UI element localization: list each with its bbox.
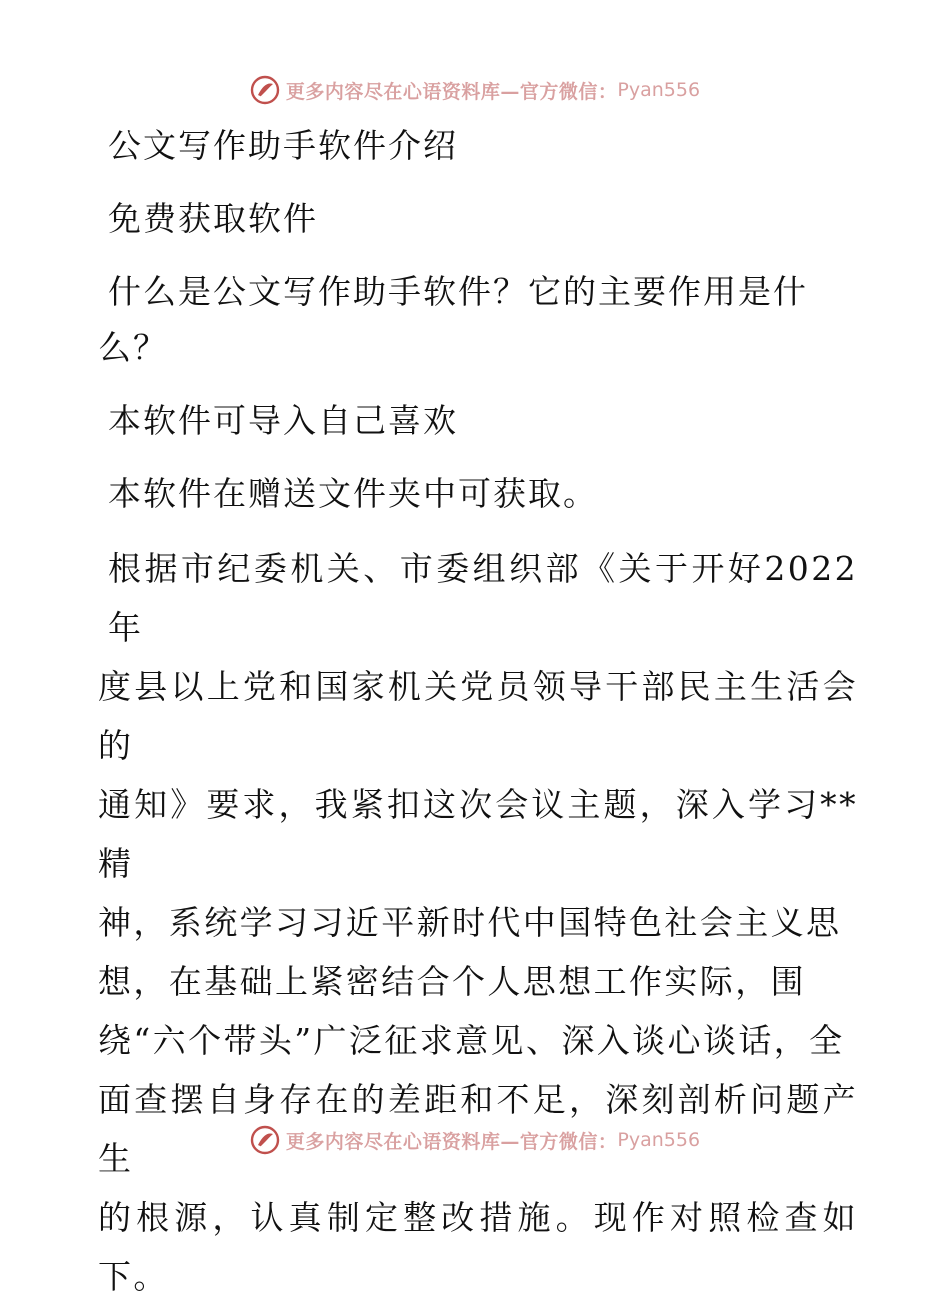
body-paragraph: [98, 539, 858, 1306]
body-line: 想，在基础上紧密结合个人思想工作实际，围: [98, 962, 806, 1001]
banner-text: 更多内容尽在心语资料库—官方微信：: [285, 80, 618, 103]
body-line: 的根源，认真制定整改措施。现作对照检查如下。: [98, 1198, 858, 1296]
body-line: 神，系统学习习近平新时代中国特色社会主义思: [98, 903, 842, 942]
body-line: 根据市纪委机关、市委组织部《关于开好2022年: [108, 549, 858, 647]
doc-line-import: 本软件可导入自己喜欢: [108, 401, 458, 440]
wechat-id: Pyan556: [617, 1129, 701, 1151]
body-line: 绕“六个带头”广泛征求意见、深入谈心谈话，全: [98, 1021, 845, 1060]
logo-icon: [250, 1125, 280, 1155]
question-line-1: 什么是公文写作助手软件？它的主要作用是什: [108, 272, 808, 311]
logo-icon: [250, 75, 280, 105]
question-line-2: 么？: [98, 328, 168, 367]
doc-title: 公文写作助手软件介绍: [108, 126, 458, 165]
body-line: 度县以上党和国家机关党员领导干部民主生活会的: [98, 667, 858, 765]
doc-line-obtain: 本软件在赠送文件夹中可获取。: [108, 474, 598, 513]
question-block: [98, 264, 858, 376]
body-line: 面查摆自身存在的差距和不足，深刻剖析问题产生: [98, 1080, 858, 1178]
doc-line-free: 免费获取软件: [108, 199, 318, 238]
footer-banner: [0, 1120, 950, 1160]
banner-text: 更多内容尽在心语资料库—官方微信：: [285, 1130, 618, 1153]
header-banner: [0, 70, 950, 110]
wechat-id: Pyan556: [617, 79, 701, 101]
body-line: 通知》要求，我紧扣这次会议主题，深入学习**精: [98, 785, 858, 883]
